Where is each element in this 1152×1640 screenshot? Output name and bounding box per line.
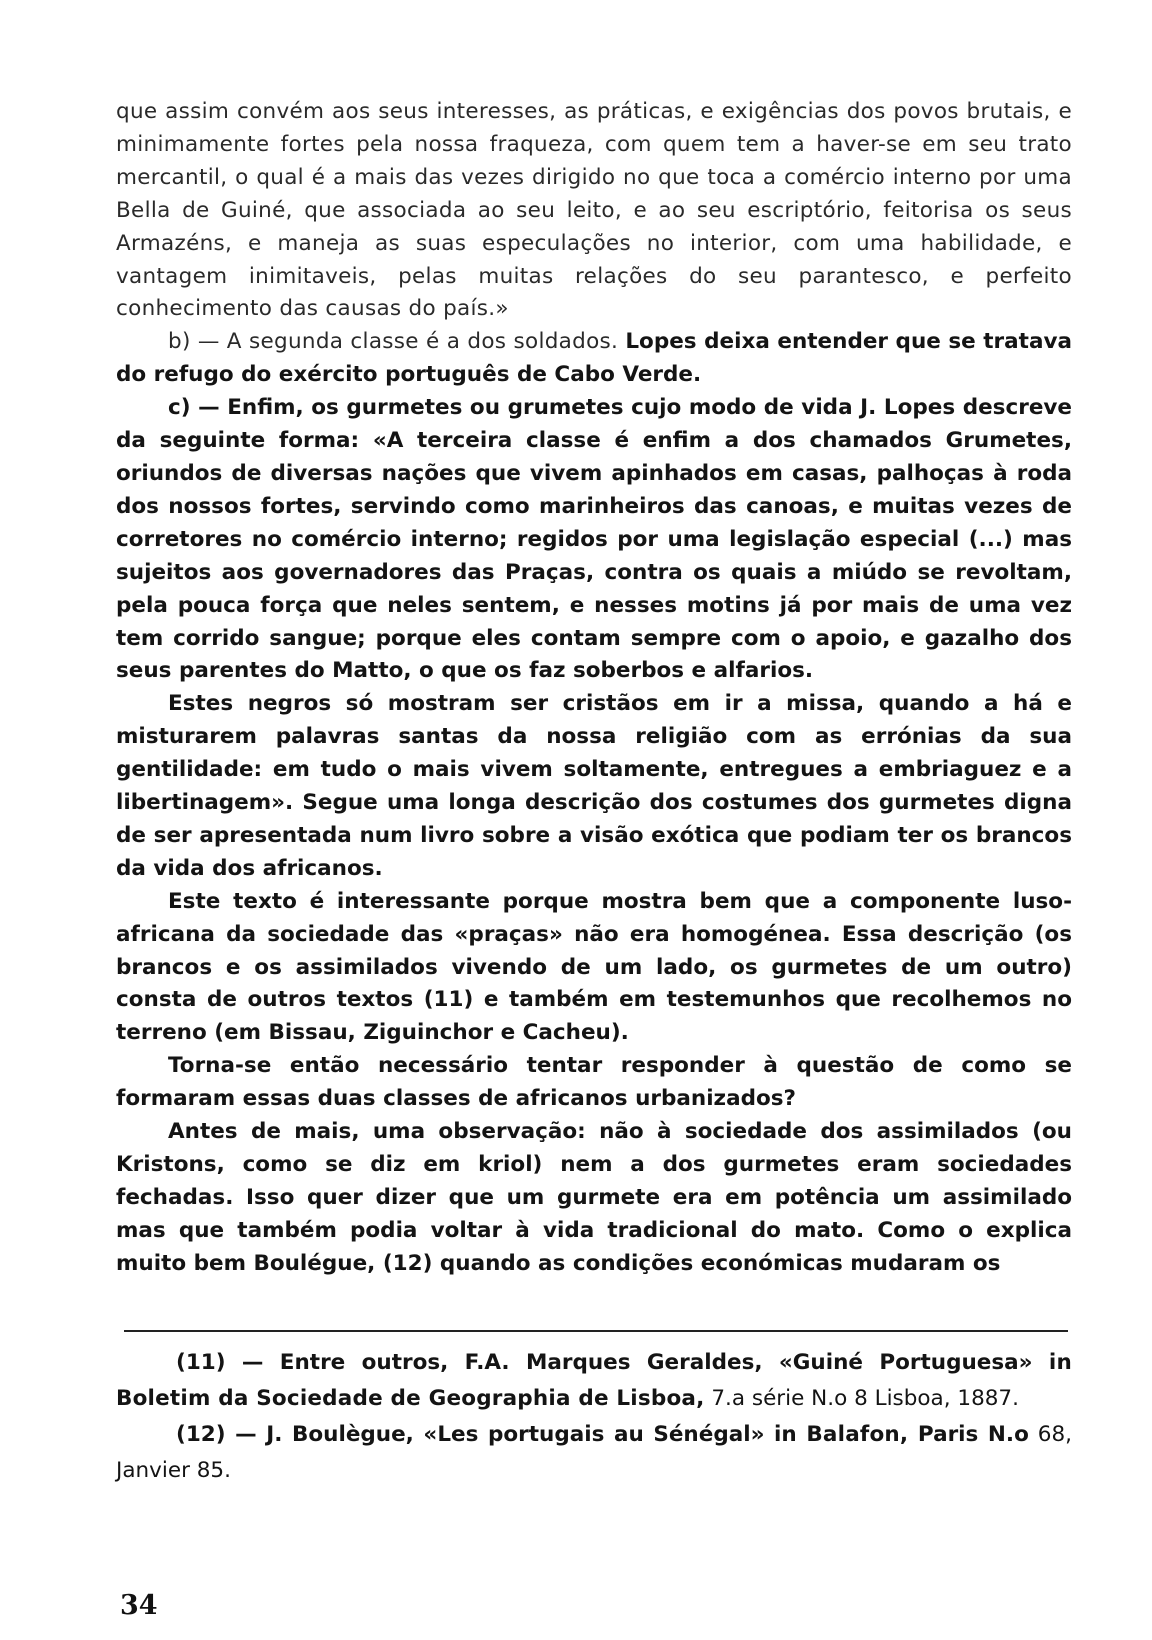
paragraph-grumetes: c) — Enfim, os gurmetes ou grumetes cujo modo de vida J. Lopes descreve da seguinte forma: «A terceira classe é enfim a dos chamados Grumetes, oriundos de diversas nações que vivem apinhados em casas, palhoças à roda dos nossos fortes, servindo como marinheiros das canoas, e muitas vezes de corretores no comércio interno; regidos por uma legislação especial (...) mas sujeitos aos governadores das Praças, contra os quais a miúdo se revoltam, pela pouca força que neles sentem, e nesses motins já por mais de uma vez tem corrido sangue; porque eles contam sempre com o apoio, e gazalho dos seus parentes do Matto, o que os faz soberbos e alfarios. (116, 395, 1072, 684)
footnote-11 (116, 1345, 1072, 1417)
footnote-11-source: in Boletim da Sociedade de Geographia de Lisboa, (116, 1350, 1072, 1411)
paragraph-soldiers-lead: b) — A segunda classe é a dos soldados. (168, 329, 626, 355)
footnote-12 (116, 1417, 1072, 1489)
page-number: 34 (120, 1590, 158, 1621)
footnote-11-rest: 7.a série N.o 8 Lisboa, 1887. (704, 1386, 1019, 1411)
body-text (116, 96, 1072, 1281)
footnotes (116, 1345, 1072, 1489)
paragraph-soldiers (116, 326, 1072, 392)
footnote-12-rest: 68, Janvier 85. (116, 1422, 1072, 1483)
footnote-12-place: Paris N.o (908, 1422, 1029, 1447)
footnote-12-source: Balafon, (806, 1422, 909, 1447)
paragraph-soldiers-rest: Lopes deixa entender que se tratava do refugo do exército português de Cabo Verde. (116, 329, 1072, 388)
footnote-11-lead: (11) — Entre outros, F.A. Marques Geraldes, «Guiné Portuguesa» (176, 1350, 1049, 1375)
footnote-divider (124, 1330, 1068, 1332)
paragraph-question: Torna-se então necessário tentar responder à questão de como se formaram essas duas classes de africanos urbanizados? (116, 1053, 1072, 1112)
paragraph-quote-continuation: que assim convém aos seus interesses, as práticas, e exigências dos povos brutais, e minimamente fortes pela nossa fraqueza, com quem tem a haver-se em seu trato mercantil, o qual é a mais das vezes dirigido no que toca a comércio interno por uma Bella de Guiné, que associada ao seu leito, e ao seu escriptório, feitorisa os seus Armazéns, e maneja as suas especulações no interior, com uma habilidade, e vantagem inimitaveis, pelas muitas relações do seu parantesco, e perfeito conhecimento das causas do país.» (116, 99, 1072, 322)
paragraph-observation: Antes de mais, uma observação: não à sociedade dos assimilados (ou Kristons, como se diz em kriol) nem a dos gurmetes eram sociedades fechadas. Isso quer dizer que um gurmete era em potência um assimilado mas que também podia voltar à vida tradicional do mato. Como o explica muito bem Boulégue, (12) quando as condições económicas mudaram os (116, 1119, 1072, 1276)
footnote-12-lead: (12) — J. Boulègue, «Les portugais au Sénégal» in (176, 1422, 807, 1447)
paragraph-text-interest: Este texto é interessante porque mostra bem que a componente luso-africana da sociedade das «praças» não era homogénea. Essa descrição (os brancos e os assimilados vivendo de um lado, os gurmetes de um outro) consta de outros textos (11) e também em testemunhos que recolhemos no terreno (em Bissau, Ziguinchor e Cacheu). (116, 888, 1072, 1046)
paragraph-christians: Estes negros só mostram ser cristãos em ir a missa, quando a há e misturarem palavras santas da nossa religião com as errónias da sua gentilidade: em tudo o mais vivem soltamente, entregues a embriaguez e a libertinagem». Segue uma longa descrição dos costumes dos gurmetes digna de ser apresentada num livro sobre a visão exótica que podiam ter os brancos da vida dos africanos. (116, 691, 1072, 881)
